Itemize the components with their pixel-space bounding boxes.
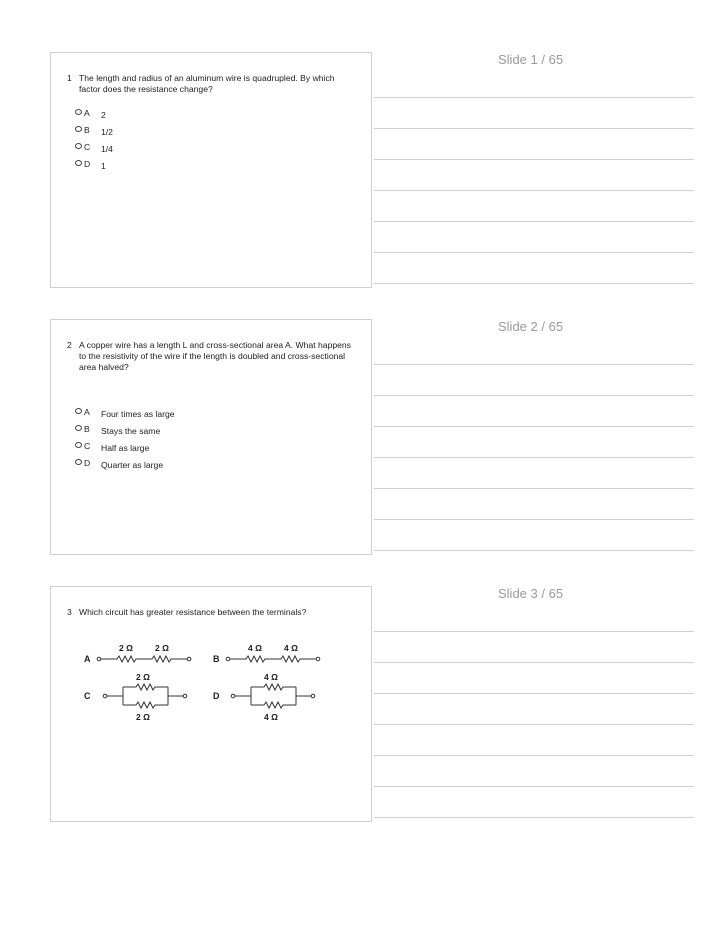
question-text: A copper wire has a length L and cross-sectional area A. What happens to the resistivity of the wire if the length is doubled and cross-sectional area halved?: [79, 340, 351, 372]
radio-icon[interactable]: [75, 109, 82, 115]
note-line: [374, 755, 694, 756]
question-number: 3: [67, 607, 72, 617]
note-line: [374, 128, 694, 129]
note-line: [374, 221, 694, 222]
choice-text: 1: [101, 161, 106, 171]
choice-text: Quarter as large: [101, 460, 164, 470]
choice-letter: C: [84, 441, 91, 451]
slide-label: Slide 2 / 65: [498, 319, 564, 334]
note-line: [374, 97, 694, 98]
choice-a[interactable]: [75, 407, 275, 424]
note-line: [374, 724, 694, 725]
note-line: [374, 662, 694, 663]
resistor-label: 4 Ω: [284, 643, 298, 653]
radio-icon[interactable]: [75, 425, 82, 431]
answer-choices: [75, 407, 275, 475]
radio-icon[interactable]: [75, 160, 82, 166]
choice-letter: B: [84, 125, 90, 135]
choice-c[interactable]: [75, 441, 275, 458]
resistor-label: 2 Ω: [155, 643, 169, 653]
question: [67, 73, 357, 95]
slide-content: [50, 586, 372, 822]
choice-letter: B: [84, 424, 90, 434]
resistor-label: 2 Ω: [119, 643, 133, 653]
choice-text: 1/4: [101, 144, 113, 154]
radio-icon[interactable]: [75, 143, 82, 149]
note-line: [374, 693, 694, 694]
note-line: [374, 426, 694, 427]
slide-content: [50, 52, 372, 288]
resistor-label: 4 Ω: [264, 672, 278, 682]
slide-3: [0, 586, 720, 836]
radio-icon[interactable]: [75, 442, 82, 448]
slide-label: Slide 3 / 65: [498, 586, 564, 601]
choice-b[interactable]: [75, 125, 275, 142]
circuit-diagrams: [81, 639, 341, 729]
circuit-label: A: [84, 654, 91, 664]
choice-letter: A: [84, 108, 90, 118]
circuit-label: B: [213, 654, 220, 664]
resistor-label: 2 Ω: [136, 712, 150, 722]
note-line: [374, 457, 694, 458]
radio-icon[interactable]: [75, 126, 82, 132]
note-line: [374, 364, 694, 365]
question: [67, 340, 357, 373]
circuit-a: [84, 643, 191, 664]
choice-c[interactable]: [75, 142, 275, 159]
question-number: 2: [67, 340, 72, 350]
choice-b[interactable]: [75, 424, 275, 441]
slide-content: [50, 319, 372, 555]
radio-icon[interactable]: [75, 408, 82, 414]
note-line: [374, 817, 694, 818]
note-line: [374, 631, 694, 632]
choice-a[interactable]: [75, 108, 275, 125]
note-line: [374, 159, 694, 160]
question-number: 1: [67, 73, 72, 83]
question: [67, 607, 357, 618]
circuit-c: [84, 672, 187, 722]
question-text: The length and radius of an aluminum wire is quadrupled. By which factor does the resistance change?: [79, 73, 335, 94]
circuit-label: C: [84, 691, 91, 701]
circuit-d: [213, 672, 315, 722]
slide-2: [0, 319, 720, 569]
choice-d[interactable]: [75, 159, 275, 176]
note-line: [374, 395, 694, 396]
note-line: [374, 252, 694, 253]
answer-choices: [75, 108, 275, 176]
choice-text: 2: [101, 110, 106, 120]
question-text: Which circuit has greater resistance between the terminals?: [79, 607, 307, 617]
resistor-label: 2 Ω: [136, 672, 150, 682]
choice-text: 1/2: [101, 127, 113, 137]
note-line: [374, 190, 694, 191]
choice-letter: D: [84, 159, 91, 169]
slide-1: [0, 52, 720, 302]
radio-icon[interactable]: [75, 459, 82, 465]
choice-text: Half as large: [101, 443, 150, 453]
note-line: [374, 519, 694, 520]
resistor-label: 4 Ω: [264, 712, 278, 722]
choice-letter: C: [84, 142, 91, 152]
note-line: [374, 786, 694, 787]
choice-d[interactable]: [75, 458, 275, 475]
note-line: [374, 488, 694, 489]
note-line: [374, 550, 694, 551]
choice-text: Stays the same: [101, 426, 161, 436]
choice-letter: A: [84, 407, 90, 417]
slide-label: Slide 1 / 65: [498, 52, 564, 67]
note-line: [374, 283, 694, 284]
circuit-b: [213, 643, 320, 664]
circuit-label: D: [213, 691, 220, 701]
resistor-label: 4 Ω: [248, 643, 262, 653]
choice-letter: D: [84, 458, 91, 468]
choice-text: Four times as large: [101, 409, 175, 419]
